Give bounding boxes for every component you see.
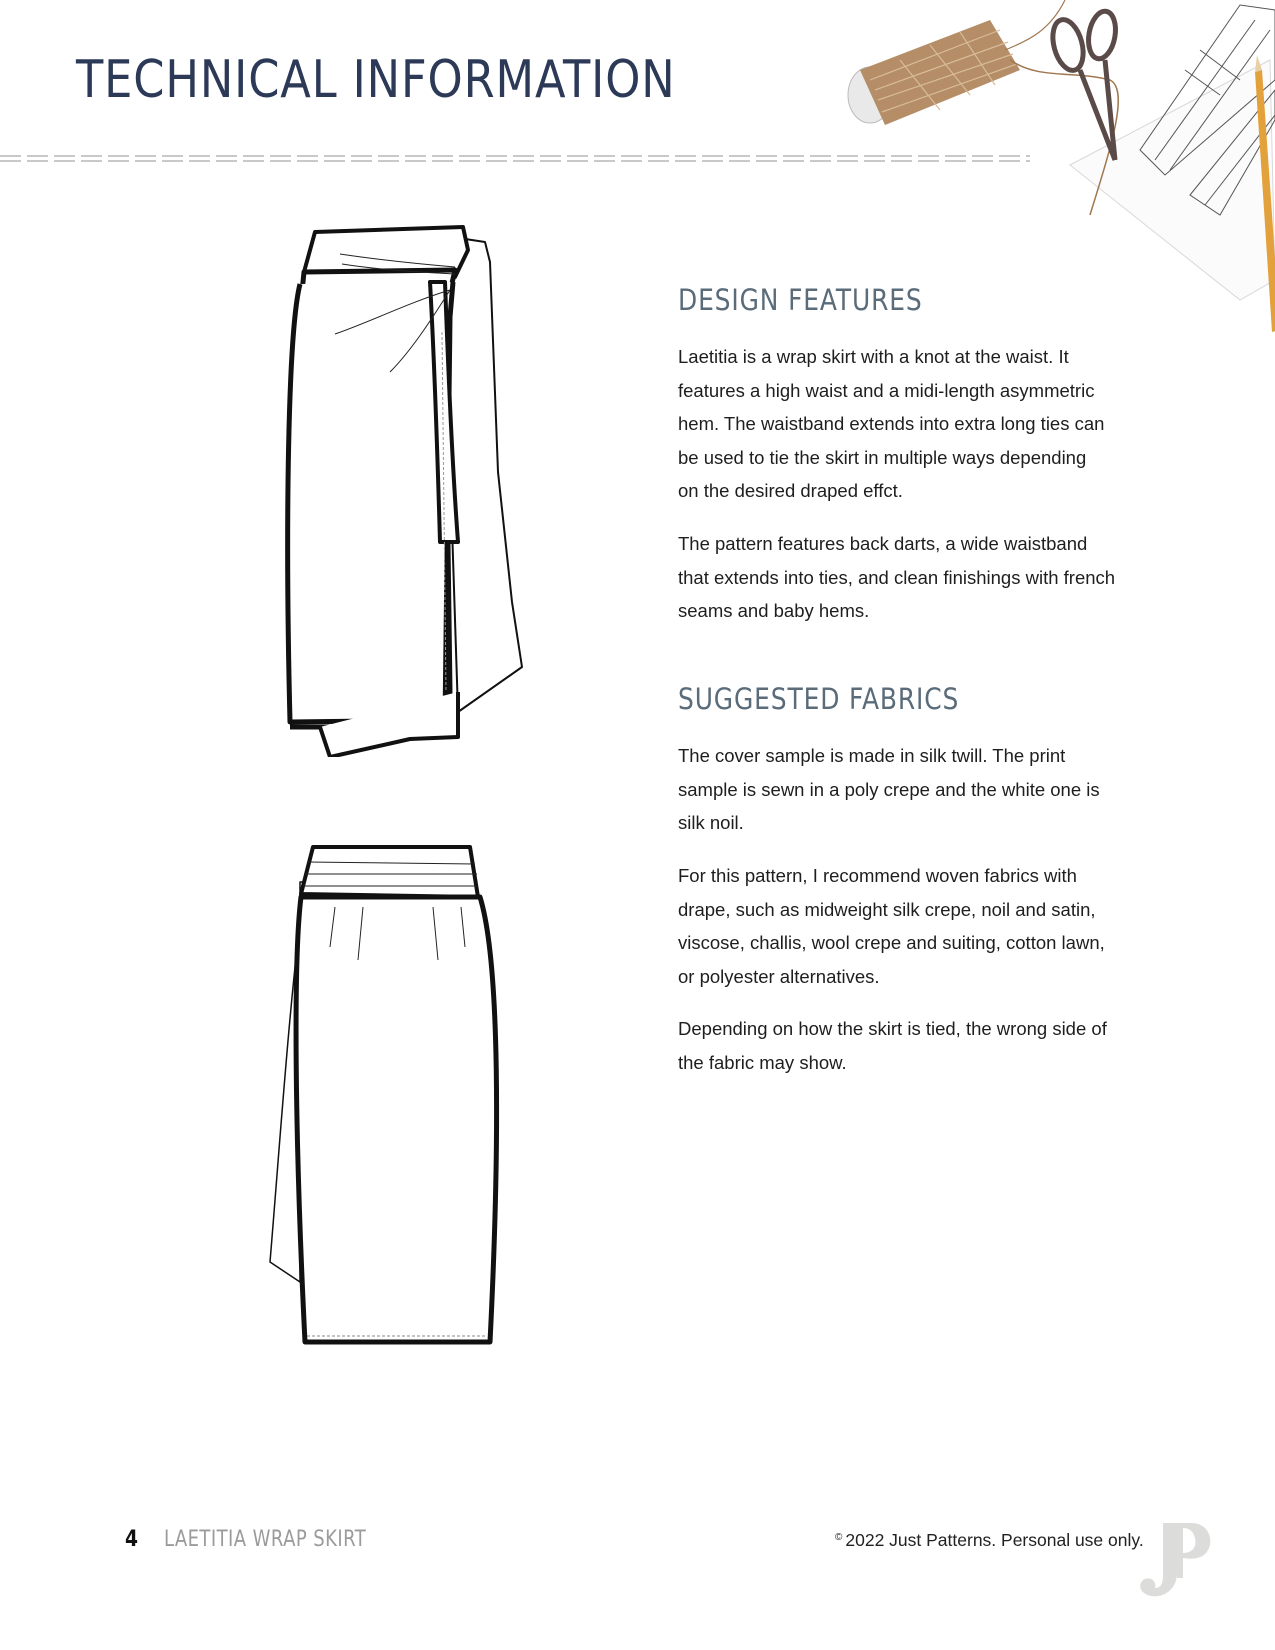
text-line: on the desired draped effct. [678, 480, 903, 501]
suggested-fabrics-heading: SUGGESTED FABRICS [678, 682, 960, 716]
text-line: viscose, challis, wool crepe and suiting, cotton lawn, [678, 932, 1105, 953]
text-line: be used to tie the skirt in multiple ways depending [678, 446, 1087, 468]
scissors-icon [1048, 9, 1119, 160]
text-line: Laetitia is a wrap skirt with a knot at the waist. It [678, 346, 1069, 367]
text-line: silk noil. [678, 812, 744, 833]
page-number: 4 [125, 1527, 139, 1552]
skirt-back-sketch [265, 842, 510, 1347]
text-line: that extends into ties, and clean finishings with french [678, 566, 1116, 588]
text-line: The cover sample is made in silk twill. The print [678, 745, 1066, 766]
text-line: sample is sewn in a poly crepe and the white one is [678, 778, 1100, 800]
design-features-heading: DESIGN FEATURES [678, 283, 923, 317]
design-features-paragraph [678, 527, 1178, 628]
copyright-text: 2022 Just Patterns. Personal use only. [845, 1530, 1144, 1550]
text-line: the fabric may show. [678, 1051, 847, 1073]
pattern-paper [1070, 5, 1275, 300]
text-line: drape, such as midweight silk crepe, noil and satin, [678, 898, 1096, 920]
copyright-symbol: © [835, 1532, 843, 1543]
text-line: seams and baby hems. [678, 600, 870, 621]
text-line: The pattern features back darts, a wide waistband [678, 533, 1088, 554]
copyright-notice [835, 1530, 1144, 1551]
page-title: TECHNICAL INFORMATION [76, 50, 676, 110]
text-line: or polyester alternatives. [678, 965, 880, 987]
text-line: hem. The waistband extends into extra long ties can [678, 413, 1105, 434]
suggested-fabrics-paragraph [678, 1012, 1178, 1079]
skirt-front-sketch [280, 222, 530, 757]
design-features-paragraph [678, 340, 1178, 508]
text-line: Depending on how the skirt is tied, the wrong side of [678, 1018, 1107, 1039]
just-patterns-logo [1133, 1518, 1213, 1598]
text-line: For this pattern, I recommend woven fabrics with [678, 865, 1077, 886]
suggested-fabrics-paragraph [678, 739, 1178, 840]
suggested-fabrics-paragraph [678, 859, 1178, 993]
document-title: LAETITIA WRAP SKIRT [164, 1527, 367, 1552]
text-line: features a high waist and a midi-length asymmetric [678, 379, 1095, 401]
